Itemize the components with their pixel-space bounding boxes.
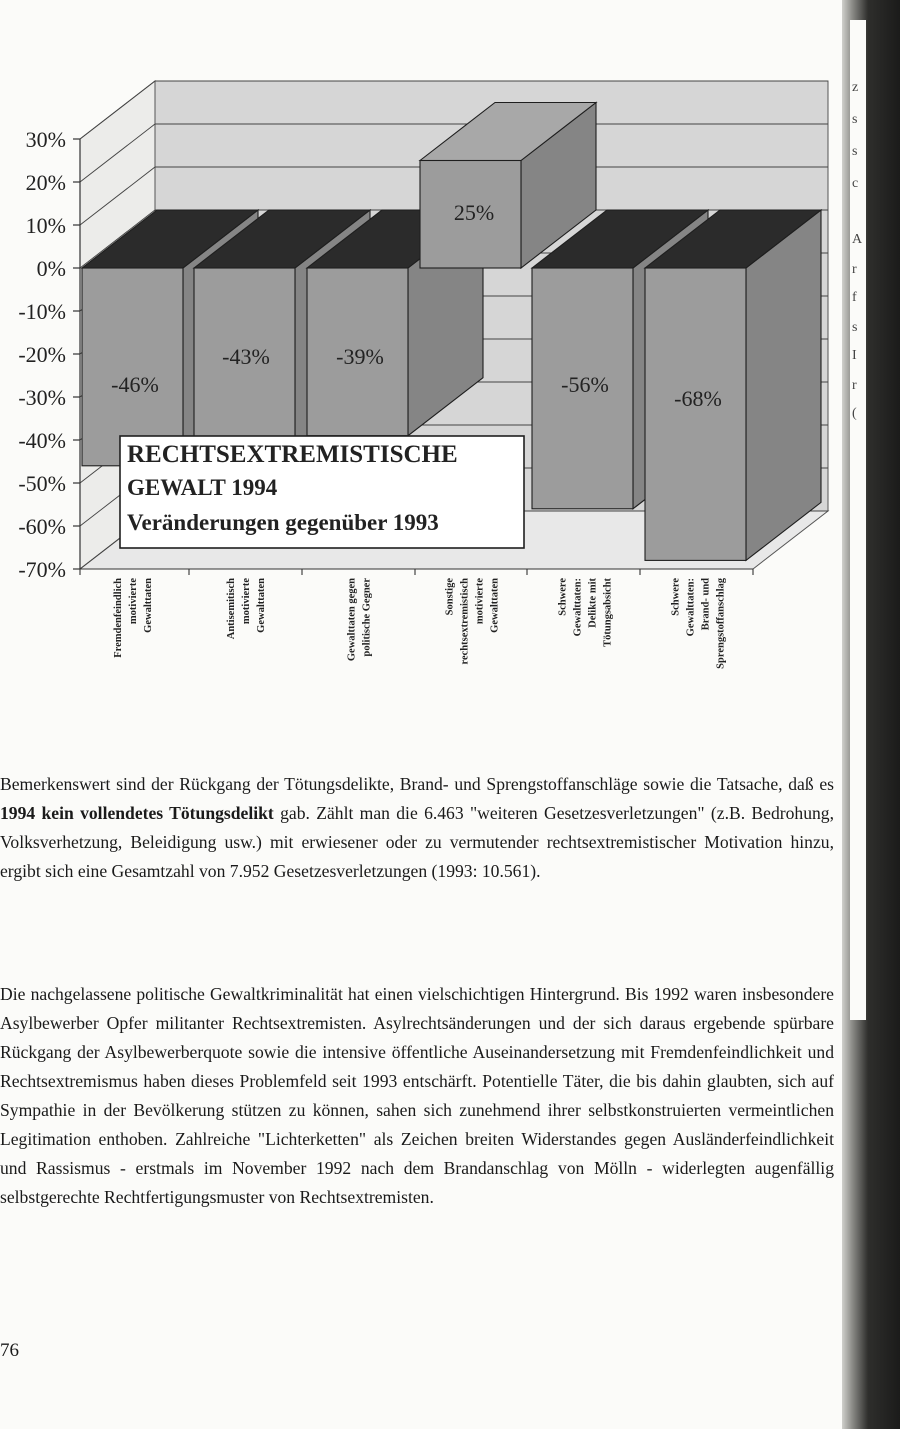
facing-page-letter: z xyxy=(852,80,859,95)
bar-value-label: -46% xyxy=(111,372,159,397)
category-label-line: Gewalttaten gegen xyxy=(346,578,358,662)
category-label-line: motivierte xyxy=(474,578,486,625)
category-label-4 xyxy=(445,578,501,665)
category-label-line: Gewalttaten: xyxy=(685,578,697,637)
category-label-3 xyxy=(347,578,373,661)
bar-6 xyxy=(645,210,821,560)
bar-value-label: -56% xyxy=(561,372,609,397)
y-tick-label: 30% xyxy=(25,127,66,152)
chart-title-line-2: GEWALT 1994 xyxy=(127,475,278,500)
category-label-line: Delikte mit xyxy=(587,578,599,628)
category-label-line: Brand- und xyxy=(700,578,712,631)
category-label-1 xyxy=(113,578,154,658)
facing-page-letter: c xyxy=(852,176,859,191)
facing-page-letter: ( xyxy=(852,406,857,421)
bar-front-face xyxy=(645,268,746,560)
chart-subtitle: Veränderungen gegenüber 1993 xyxy=(127,510,439,535)
category-label-line: Gewalttaten xyxy=(143,578,154,633)
category-label-6 xyxy=(671,577,727,669)
bar-value-label: 25% xyxy=(453,200,495,225)
category-label-line: rechtsextremistisch xyxy=(459,578,471,665)
facing-page-letter: s xyxy=(852,112,858,127)
category-label-line: Sprengstoffanschlag xyxy=(715,578,727,669)
category-label-line: Gewalttaten xyxy=(256,578,267,633)
facing-page-letter: r xyxy=(852,378,857,393)
y-tick-label: -70% xyxy=(18,557,66,582)
page-number: 76 xyxy=(0,1340,19,1361)
chart-title-line-1: RECHTSEXTREMISTISCHE xyxy=(127,441,458,468)
category-label-line: Schwere xyxy=(670,578,682,616)
category-label-5 xyxy=(558,578,614,647)
body-paragraph-1 xyxy=(0,770,834,886)
bar-value-label: -39% xyxy=(336,344,384,369)
chart-title-box xyxy=(120,436,524,548)
body-paragraph-2: Die nachgelassene politische Gewaltkriminalität hat einen vielschichtigen Hintergrund. Bis 1992 waren insbesondere Asylbewerber Opfer militanter Rechtsextremisten. Asylrechtsänderungen und der sich daraus ergebende spürbare Rückgang der Asylbewerberquote sowie die intensive öffentliche Auseinandersetzung mit Fremdenfeindlichkeit und Rechtsextremismus haben dieses Problemfeld seit 1993 entschärft. Potentielle Täter, die bis dahin glaubten, sich auf Sympathie in der Bevölkerung stützen zu können, sahen sich zunehmend ihrer selbstkonstruierten vermeintlichen Legitimation enthoben. Zahlreiche "Lichterketten" als Zeichen breiten Widerstandes gegen Ausländerfeindlichkeit und Rassismus - erstmals im November 1992 nach dem Brandanschlag von Mölln - widerlegten augenfällig selbstgerechte Rechtfertigungsmuster von Rechtsextremisten. xyxy=(0,984,834,1207)
category-label-line: Sonstige xyxy=(444,578,456,616)
y-tick-label: -10% xyxy=(18,299,66,324)
facing-page-letter: s xyxy=(852,320,858,335)
x-axis-categories xyxy=(80,569,753,669)
category-label-line: Gewalttaten xyxy=(489,578,501,633)
facing-page-edge xyxy=(850,20,866,1020)
y-tick-label: -20% xyxy=(18,342,66,367)
category-label-line: politische Gegner xyxy=(361,578,373,657)
facing-page-letter: r xyxy=(852,262,857,277)
facing-page-letter: s xyxy=(852,144,858,159)
bar-value-label: -43% xyxy=(222,344,270,369)
category-label-2 xyxy=(226,578,267,640)
category-label-line: Schwere xyxy=(557,578,569,616)
y-tick-label: 0% xyxy=(36,256,66,281)
y-tick-label: -30% xyxy=(18,385,66,410)
text-run: Bemerkenswert sind der Rückgang der Tötungsdelikte, Brand- und Sprengstoffanschläge sowie die Tatsache, daß es xyxy=(0,774,834,794)
y-tick-label: -40% xyxy=(18,428,66,453)
facing-page-letter: f xyxy=(852,290,857,305)
category-label-line: motivierte xyxy=(241,578,252,625)
y-tick-label: 10% xyxy=(25,213,66,238)
category-label-line: Gewalttaten: xyxy=(572,578,584,637)
category-label-line: Fremdenfeindlich xyxy=(113,578,124,658)
bar-side-face xyxy=(746,210,821,560)
y-tick-label: -60% xyxy=(18,514,66,539)
facing-page-letter: A xyxy=(852,232,863,247)
category-label-line: motivierte xyxy=(128,578,139,625)
y-tick-label: -50% xyxy=(18,471,66,496)
bold-phrase: 1994 kein vollendetes Tötungsdelikt xyxy=(0,803,274,823)
bar-value-label: -68% xyxy=(674,386,722,411)
y-tick-label: 20% xyxy=(25,170,66,195)
category-label-line: Tötungsabsicht xyxy=(602,578,614,647)
facing-page-letter: I xyxy=(852,348,857,363)
category-label-line: Antisemitisch xyxy=(226,578,237,640)
text-run: gab. Zählt man die 6.463 "weiteren Gesetzesverletzungen" (z.B. Bedrohung, Volksverhetzung, Beleidigung usw.) mit erwiesener oder zu vermutender rechtsextremistischer Motivation hinzu, ergibt sich eine Gesamtzahl von 7.952 Gesetzesverletzungen (1993: 10.561). xyxy=(0,803,834,881)
y-axis xyxy=(18,127,80,582)
